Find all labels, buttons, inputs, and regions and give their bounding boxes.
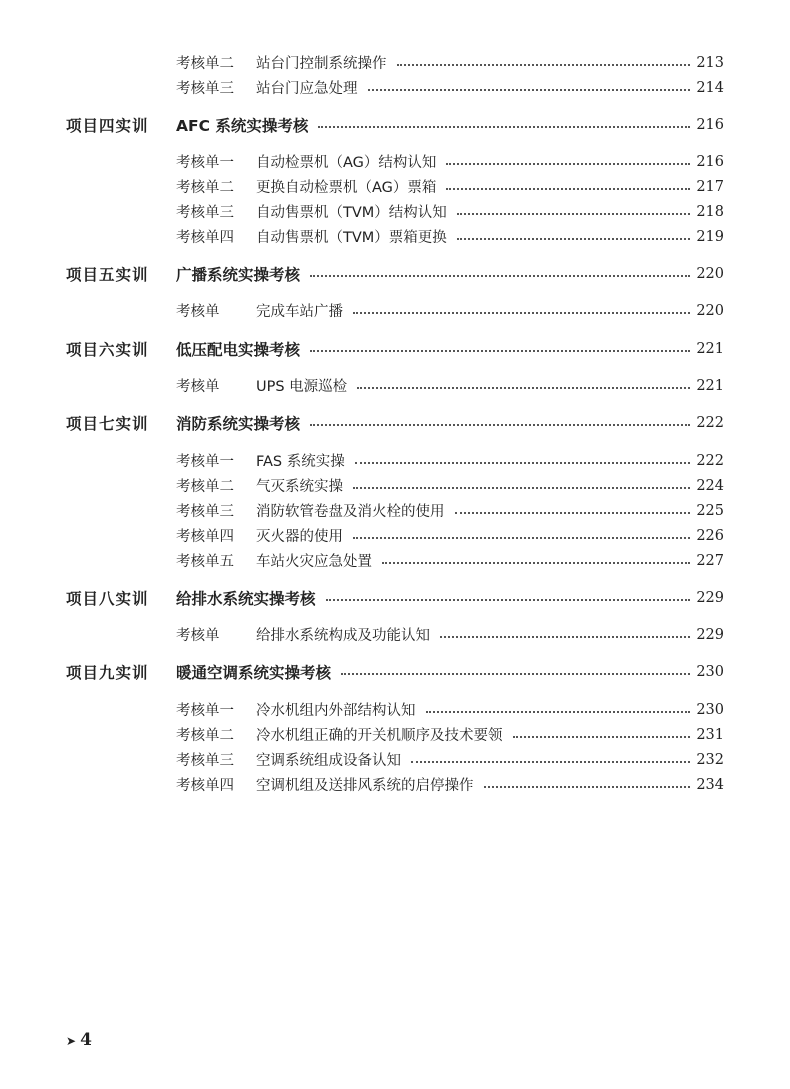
- project-code: 项目八实训: [66, 590, 149, 608]
- toc-entry[interactable]: [176, 375, 724, 396]
- dot-leader: [355, 462, 691, 464]
- dot-leader: [353, 487, 690, 489]
- entry-page: 225: [696, 502, 724, 519]
- entry-page: 224: [696, 477, 724, 494]
- entry-page: 232: [696, 751, 724, 768]
- entry-code: 考核单二: [176, 56, 234, 72]
- entry-title: 站台门应急处理: [256, 81, 358, 97]
- project-title: 暖通空调系统实操考核: [176, 664, 332, 682]
- entry-code: 考核单一: [176, 703, 234, 719]
- toc-entry[interactable]: [176, 475, 724, 496]
- toc-project-heading[interactable]: [66, 412, 724, 434]
- project-code: 项目七实训: [66, 415, 149, 433]
- toc-entry[interactable]: [176, 525, 724, 546]
- dot-leader: [310, 424, 690, 426]
- toc-entry[interactable]: [176, 699, 724, 720]
- entry-code: 考核单三: [176, 753, 234, 769]
- entry-code: 考核单三: [176, 81, 234, 97]
- dot-leader: [341, 673, 690, 675]
- entry-title: 冷水机组内外部结构认知: [256, 703, 416, 719]
- dot-leader: [513, 736, 691, 738]
- entry-title: 车站火灾应急处置: [256, 554, 372, 570]
- entry-title: 空调系统组成设备认知: [256, 753, 401, 769]
- project-code: 项目四实训: [66, 117, 149, 135]
- entry-page: 220: [696, 302, 724, 319]
- entry-page: 222: [696, 415, 724, 431]
- arrow-icon: ➤: [66, 1034, 77, 1048]
- entry-code: 考核单四: [176, 230, 234, 246]
- dot-leader: [318, 126, 690, 128]
- toc-entry[interactable]: [176, 724, 724, 745]
- dot-leader: [353, 537, 690, 539]
- dot-leader: [411, 761, 690, 763]
- entry-page: 230: [696, 664, 724, 680]
- entry-title: 自动售票机（TVM）票箱更换: [256, 230, 447, 246]
- entry-code: 考核单二: [176, 728, 234, 744]
- entry-title: 灭火器的使用: [256, 529, 343, 545]
- entry-page: 231: [696, 726, 724, 743]
- project-title: 广播系统实操考核: [176, 266, 301, 284]
- entry-page: 222: [696, 452, 724, 469]
- project-code: 项目五实训: [66, 266, 149, 284]
- entry-page: 221: [696, 341, 724, 357]
- entry-code: 考核单二: [176, 180, 234, 196]
- toc-entry[interactable]: [176, 151, 724, 172]
- entry-title: 更换自动检票机（AG）票箱: [256, 180, 437, 196]
- entry-page: 221: [696, 377, 724, 394]
- toc-entry[interactable]: [176, 624, 724, 645]
- dot-leader: [440, 636, 690, 638]
- entry-title: 给排水系统构成及功能认知: [256, 628, 430, 644]
- entry-code: 考核单: [176, 379, 220, 395]
- project-title: 低压配电实操考核: [176, 341, 301, 359]
- toc-project-heading[interactable]: [66, 587, 724, 609]
- entry-code: 考核单三: [176, 504, 234, 520]
- entry-page: 226: [696, 527, 724, 544]
- page-footer: [66, 1030, 92, 1050]
- entry-code: 考核单一: [176, 155, 234, 171]
- toc-entry[interactable]: [176, 201, 724, 222]
- entry-page: 219: [696, 228, 724, 245]
- project-title: AFC 系统实操考核: [176, 117, 309, 135]
- dot-leader: [382, 562, 690, 564]
- toc-entry[interactable]: [176, 550, 724, 571]
- entry-page: 213: [696, 54, 724, 71]
- project-code: 项目九实训: [66, 664, 149, 682]
- dot-leader: [446, 163, 690, 165]
- toc-entry[interactable]: [176, 500, 724, 521]
- toc-entry[interactable]: [176, 774, 724, 795]
- entry-title: 自动检票机（AG）结构认知: [256, 155, 437, 171]
- entry-code: 考核单: [176, 304, 220, 320]
- dot-leader: [446, 188, 690, 190]
- entry-code: 考核单五: [176, 554, 234, 570]
- toc-project-heading[interactable]: [66, 114, 724, 136]
- entry-page: 227: [696, 552, 724, 569]
- dot-leader: [397, 64, 691, 66]
- toc-entry[interactable]: [176, 52, 724, 73]
- dot-leader: [310, 275, 690, 277]
- entry-page: 229: [696, 626, 724, 643]
- entry-page: 229: [696, 590, 724, 606]
- project-code: 项目六实训: [66, 341, 149, 359]
- entry-page: 230: [696, 701, 724, 718]
- dot-leader: [455, 512, 691, 514]
- entry-title: 空调机组及送排风系统的启停操作: [256, 778, 474, 794]
- toc-entry[interactable]: [176, 749, 724, 770]
- project-title: 给排水系统实操考核: [176, 590, 316, 608]
- page-number: 4: [80, 1030, 92, 1050]
- entry-title: 消防软管卷盘及消火栓的使用: [256, 504, 445, 520]
- entry-code: 考核单四: [176, 778, 234, 794]
- toc-entry[interactable]: [176, 176, 724, 197]
- entry-code: 考核单一: [176, 454, 234, 470]
- entry-page: 217: [696, 178, 724, 195]
- toc-project-heading[interactable]: [66, 661, 724, 683]
- toc-entry[interactable]: [176, 226, 724, 247]
- dot-leader: [310, 350, 690, 352]
- entry-code: 考核单四: [176, 529, 234, 545]
- dot-leader: [484, 786, 691, 788]
- entry-title: FAS 系统实操: [256, 454, 345, 470]
- entry-code: 考核单二: [176, 479, 234, 495]
- toc-project-heading[interactable]: [66, 338, 724, 360]
- dot-leader: [357, 387, 690, 389]
- entry-title: 站台门控制系统操作: [256, 56, 387, 72]
- entry-title: 气灭系统实操: [256, 479, 343, 495]
- toc-entry[interactable]: [176, 450, 724, 471]
- entry-title: 完成车站广播: [256, 304, 343, 320]
- entry-page: 216: [696, 153, 724, 170]
- entry-page: 216: [696, 117, 724, 133]
- entry-page: 218: [696, 203, 724, 220]
- dot-leader: [457, 238, 691, 240]
- entry-code: 考核单三: [176, 205, 234, 221]
- dot-leader: [457, 213, 691, 215]
- entry-title: 冷水机组正确的开关机顺序及技术要领: [256, 728, 503, 744]
- entry-title: 自动售票机（TVM）结构认知: [256, 205, 447, 221]
- entry-code: 考核单: [176, 628, 220, 644]
- toc-entry[interactable]: [176, 300, 724, 321]
- toc-entry[interactable]: [176, 77, 724, 98]
- dot-leader: [426, 711, 691, 713]
- entry-page: 234: [696, 776, 724, 793]
- entry-page: 214: [696, 79, 724, 96]
- entry-page: 220: [696, 266, 724, 282]
- dot-leader: [353, 312, 690, 314]
- entry-title: UPS 电源巡检: [256, 379, 348, 395]
- toc-project-heading[interactable]: [66, 263, 724, 285]
- project-title: 消防系统实操考核: [176, 415, 301, 433]
- dot-leader: [326, 599, 691, 601]
- dot-leader: [368, 89, 691, 91]
